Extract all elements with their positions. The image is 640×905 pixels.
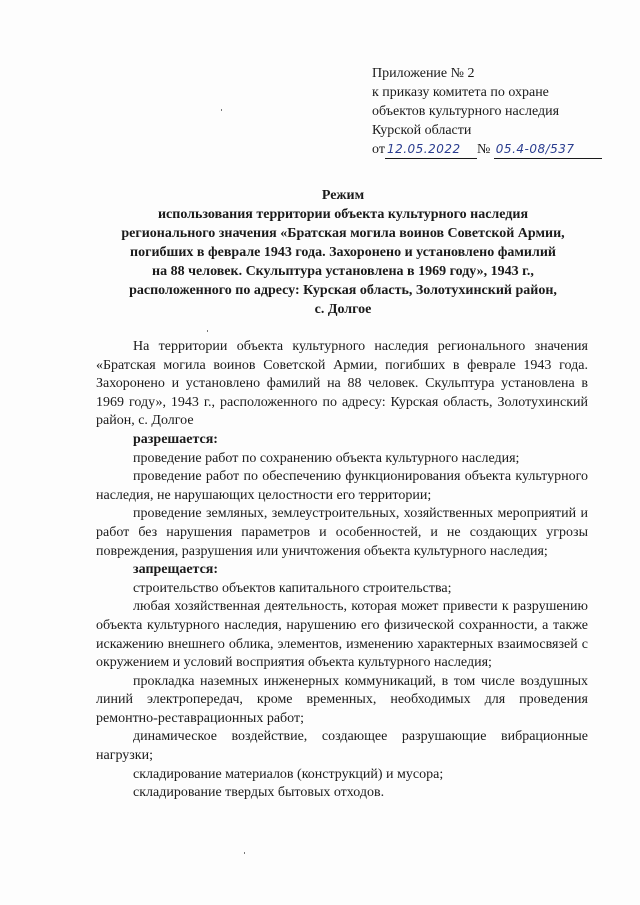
forbidden-heading: запрещается: [133,562,219,578]
title-heading: Режим [321,188,365,203]
document-body [96,338,588,803]
forbidden-item: складирование материалов (конструкций) и мусора; [133,766,444,782]
appendix-number: Приложение № 2 [372,66,475,81]
document-title [98,186,588,319]
order-date-number-line [372,140,602,159]
order-number-field [494,141,602,159]
allowed-item: проведение земляных, землеустроительных, хозяйственных мероприятий и работ без нарушения параметров и особенностей, и не создающих угрозы повреждения, разрушения или уничтожения объекта культурного наследия; [96,506,588,559]
title-line-3: погибших в феврале 1943 года. Захоронено и установлено фамилий [130,245,556,260]
title-line-5: расположенного по адресу: Курская область, Золотухинский район, [129,283,557,298]
order-date-field [385,141,477,159]
title-line-2: регионального значения «Братская могила воинов Советской Армии, [121,226,565,241]
appendix-region-line: Курской области [372,123,472,138]
allowed-heading: разрешается: [133,431,218,447]
forbidden-item: динамическое воздействие, создающее разрушающие вибрационные нагрузки; [96,729,588,764]
title-line-6: с. Долгое [314,302,372,317]
scan-speck [207,330,208,332]
forbidden-item: строительство объектов капитального строительства; [133,580,452,596]
ot-label: от [372,142,385,157]
order-number-handwritten: 05.4-08/537 [495,142,575,156]
scan-speck [244,852,245,854]
appendix-header [372,64,602,159]
title-line-4: на 88 человек. Скульптура установлена в 1969 году», 1943 г., [152,264,534,279]
allowed-item: проведение работ по сохранению объекта культурного наследия; [133,450,520,466]
forbidden-item: складирование твердых бытовых отходов. [133,785,385,801]
scan-speck [221,109,222,111]
appendix-order-line: к приказу комитета по охране [372,85,549,100]
forbidden-item: прокладка наземных инженерных коммуникаций, в том числе воздушных линий электропередач, кроме временных, необходимых для проведения ремонтно-реставрационных работ; [96,673,588,726]
allowed-item: проведение работ по обеспечению функционирования объекта культурного наследия, не нарушающих целостности его территории; [96,469,588,503]
title-line-1: использования территории объекта культурного наследия [157,207,529,222]
appendix-committee-line: объектов культурного наследия [372,104,560,119]
order-date-handwritten: 12.05.2022 [386,142,461,156]
intro-paragraph: На территории объекта культурного наследия регионального значения «Братская могила воинов Советской Армии, погибших в феврале 1943 года. Захоронено и установлено фамилий на 88 человек. Скульптура установлена в 1969 году», 1943 г., расположенного по адресу: Курская область, Золотухинский район, с. Долгое [96,339,588,429]
forbidden-item: любая хозяйственная деятельность, которая может привести к разрушению объекта культурного наследия, нарушению его физической сохранности, а также искажению внешнего облика, элементов, изменению характерных взаимосвязей с окружением и условий восприятия объекта культурного наследия; [96,599,588,671]
number-label: № [476,142,491,157]
